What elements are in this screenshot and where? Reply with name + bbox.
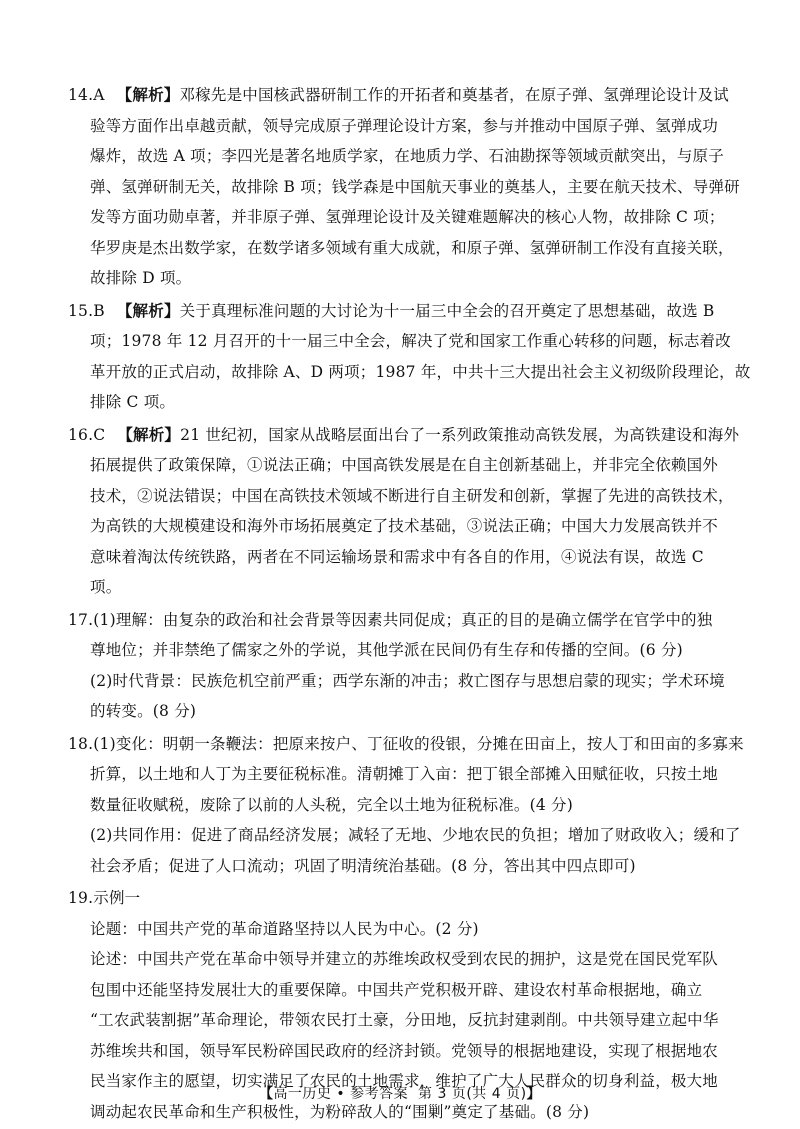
answer-text: (1)变化：明朝一条鞭法：把原来按户、丁征收的役银，分摊在田亩上，按人丁和田亩的多寡来 bbox=[93, 734, 744, 753]
answer-content bbox=[68, 80, 751, 1129]
answer-item-14 bbox=[68, 80, 748, 294]
answer-line: 项。 bbox=[90, 578, 122, 596]
answer-line: 的转变。(8 分) bbox=[90, 702, 197, 720]
answer-line bbox=[68, 80, 748, 111]
answer-line: 故排除 D 项。 bbox=[90, 269, 192, 287]
answer-line: 华罗庚是杰出数学家，在数学诸多领域有重大成就，和原子弹、氢弹研制工作没有直接关联， bbox=[90, 238, 734, 257]
answer-line: 弹、氢弹研制无关，故排除 B 项；钱学森是中国航天事业的奠基人，主要在航天技术、导弹研 bbox=[90, 177, 740, 196]
answer-line: (2)时代背景：民族危机空前严重；西学东渐的冲击；救亡图存与思想启蒙的现实；学术环境 bbox=[90, 671, 725, 690]
footer-page-number: 第 3 页(共 4 页) bbox=[418, 1086, 527, 1102]
answer-item-15 bbox=[68, 296, 751, 418]
answer-line: 民当家作主的愿望，切实满足了农民的土地需求，维护了广大人民群众的切身利益，极大地 bbox=[90, 1072, 719, 1090]
answer-line: 调动起农民革命和生产积极性，为粉碎敌人的“围剿”奠定了基础。(8 分) bbox=[90, 1102, 590, 1121]
analysis-tag: 【解析】 bbox=[116, 86, 180, 104]
answer-choice: C bbox=[93, 425, 106, 444]
answer-text: 21 世纪初，国家从战略层面出台了一系列政策推动高铁发展，为高铁建设和海外 bbox=[180, 425, 740, 444]
answer-text: (1)理解：由复杂的政治和社会背景等因素共同促成；真正的目的是确立儒学在官学中的独 bbox=[93, 610, 713, 629]
answer-line: 拓展提供了政策保障，①说法正确；中国高铁发展是在自主创新基础上，并非完全依赖国外 bbox=[90, 456, 719, 474]
footer-course: 高一历史 • 参考答案 bbox=[273, 1086, 409, 1102]
answer-line: 苏维埃共和国，领导军民粉碎国民政府的经济封锁。党领导的根据地建设，实现了根据地农 bbox=[90, 1041, 719, 1060]
answer-line: 数量征收赋税，废除了以前的人头税，完全以土地为征税标准。(4 分) bbox=[90, 795, 573, 814]
footer-bracket-open: 【 bbox=[258, 1086, 274, 1102]
answer-choice: A bbox=[93, 86, 105, 104]
answer-line bbox=[68, 296, 748, 327]
answer-line: 验等方面作出卓越贡献，领导完成原子弹理论设计方案，参与并推动中国原子弹、氢弹成功 bbox=[90, 116, 719, 135]
answer-choice: B bbox=[93, 301, 105, 320]
answer-line: (2)共同作用：促进了商品经济发展；减轻了无地、少地农民的负担；增加了财政收入；缓和了 bbox=[90, 826, 741, 844]
analysis-tag: 【解析】 bbox=[117, 425, 181, 444]
answer-line: 尊地位；并非禁绝了儒家之外的学说，其他学派在民间仍有生存和传播的空间。(6 分) bbox=[90, 641, 683, 659]
question-number: 19. bbox=[68, 889, 94, 907]
answer-line: 论述：中国共产党在革命中领导并建立的苏维埃政权受到农民的拥护，这是党在国民党军队 bbox=[90, 950, 719, 968]
footer-bracket-close: 】 bbox=[526, 1086, 542, 1102]
answer-item-18 bbox=[68, 729, 748, 882]
question-number: 16. bbox=[68, 425, 94, 444]
answer-line: 排除 C 项。 bbox=[90, 393, 176, 411]
answer-line: 发等方面功勋卓著，并非原子弹、氢弹理论设计及关键难题解决的核心人物，故排除 C 项； bbox=[90, 208, 725, 226]
answer-text: 关于真理标准问题的大讨论为十一届三中全会的召开奠定了思想基础，故选 B bbox=[179, 301, 715, 320]
question-number: 17. bbox=[68, 610, 94, 629]
answer-line: 革开放的正式启动，故排除 A、D 两项；1987 年，中共十三大提出社会主义初级阶段理论，故 bbox=[90, 362, 751, 381]
analysis-tag: 【解析】 bbox=[116, 301, 180, 320]
answer-line bbox=[68, 883, 748, 914]
answer-text: 邓稼先是中国核武器研制工作的开拓者和奠基者，在原子弹、氢弹理论设计及试 bbox=[179, 86, 729, 104]
answer-item-17 bbox=[68, 605, 748, 727]
answer-line: 技术，②说法错误；中国在高铁技术领域不断进行自主研发和创新，掌握了先进的高铁技术， bbox=[90, 486, 734, 505]
question-number: 15. bbox=[68, 301, 94, 320]
answer-line bbox=[68, 420, 748, 451]
answer-line: 为高铁的大规模建设和海外市场拓展奠定了技术基础，③说法正确；中国大力发展高铁并不 bbox=[90, 517, 719, 535]
question-number: 18. bbox=[68, 734, 94, 753]
answer-line: “工农武装割据”革命理论，带领农民打土豪，分田地，反抗封建剥削。中共领导建立起中华 bbox=[90, 1011, 719, 1029]
page-footer bbox=[0, 1083, 800, 1103]
answer-item-16 bbox=[68, 420, 748, 603]
answer-line: 意味着淘汰传统铁路，两者在不同运输场景和需求中有各自的作用，④说法有误，故选 C bbox=[90, 547, 704, 566]
answer-line: 社会矛盾；促进了人口流动；巩固了明清统治基础。(8 分，答出其中四点即可) bbox=[90, 856, 636, 875]
answer-line: 论题：中国共产党的革命道路坚持以人民为中心。(2 分) bbox=[90, 919, 479, 938]
answer-line: 折算，以土地和人丁为主要征税标准。清朝摊丁入亩：把丁银全部摊入田赋征收，只按土地 bbox=[90, 765, 719, 783]
question-number: 14. bbox=[68, 86, 94, 104]
answer-line bbox=[68, 729, 748, 760]
answer-text: 示例一 bbox=[93, 889, 141, 907]
answer-line: 爆炸，故选 A 项；李四光是著名地质学家，在地质力学、石油勘探等领域贡献突出，与原子 bbox=[90, 147, 724, 165]
answer-line: 项；1978 年 12 月召开的十一届三中全会，解决了党和国家工作重心转移的问题，标志着改 bbox=[90, 332, 731, 350]
answer-line: 包围中还能坚持发展壮大的重要保障。中国共产党积极开辟、建设农村革命根据地，确立 bbox=[90, 980, 703, 999]
answer-line bbox=[68, 605, 748, 636]
